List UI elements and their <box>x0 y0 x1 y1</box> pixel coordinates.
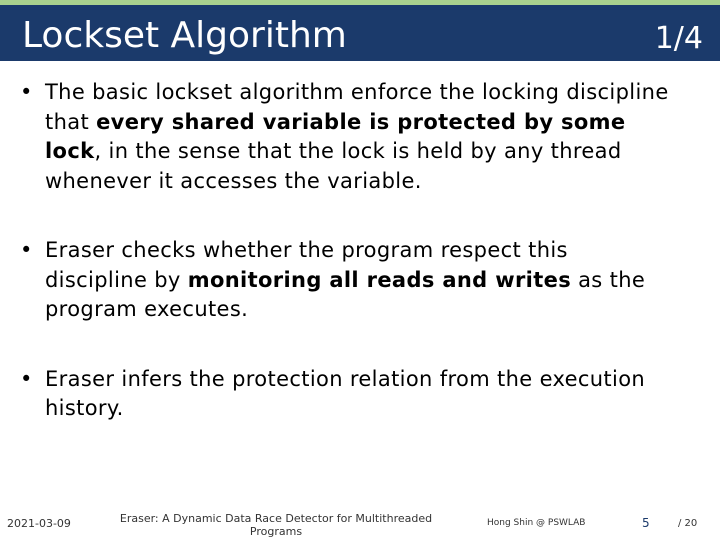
section-page-indicator: 1/4 <box>654 21 703 56</box>
bullet-text: , in the sense that the lock is held by any thread whenever it accesses the variable. <box>45 139 622 193</box>
slide-total: / 20 <box>678 518 698 529</box>
slide-title: Lockset Algorithm <box>22 15 347 56</box>
footer-author: Hong Shin @ PSWLAB <box>487 518 586 528</box>
bullet-marker: • <box>20 366 33 391</box>
footer-date: 2021-03-09 <box>7 517 71 530</box>
bullet-item <box>20 78 675 196</box>
bullet-text: The basic lockset algorithm enforce the locking discipline that <box>45 80 669 134</box>
bullet-item <box>20 236 675 325</box>
bullet-bold-text: every shared variable is protected by some lock <box>45 109 626 163</box>
bullet-text: Eraser infers the protection relation from the execution history. <box>45 366 646 420</box>
bullet-bold-text: monitoring all reads and writes <box>187 267 572 292</box>
bullet-item <box>20 365 675 424</box>
footer-title: Eraser: A Dynamic Data Race Detector for Multithreaded Programs <box>119 512 433 538</box>
slide-number: 5 <box>642 516 650 530</box>
bullet-text: Eraser checks whether the program respect this discipline by <box>45 238 568 292</box>
bullet-text: as the program executes. <box>45 267 646 321</box>
bullet-list <box>20 78 675 424</box>
bullet-marker: • <box>20 80 33 104</box>
title-bar <box>0 5 720 61</box>
bullet-marker: • <box>20 238 33 262</box>
